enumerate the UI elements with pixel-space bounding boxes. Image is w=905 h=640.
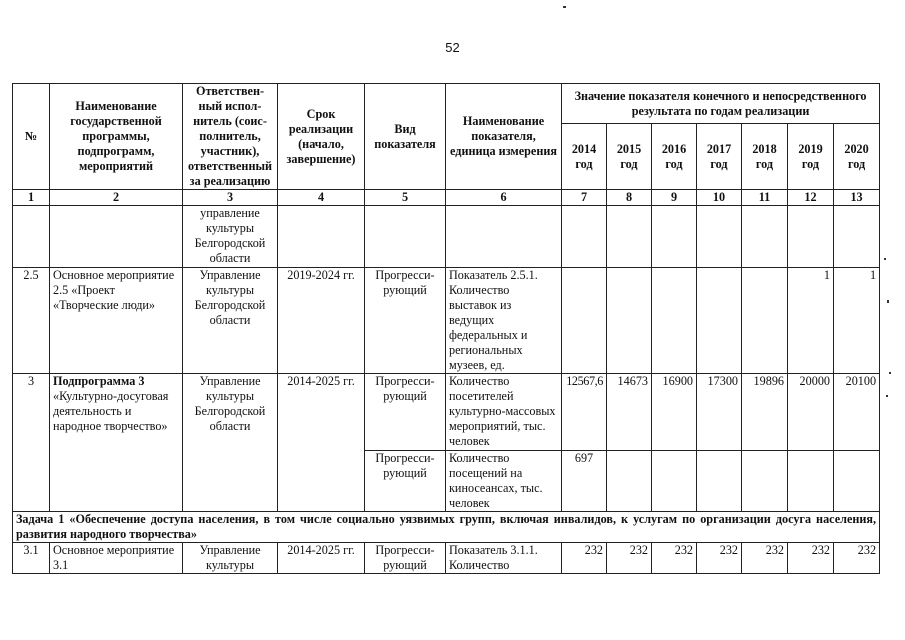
header-number: № (13, 84, 50, 190)
row-number-cell: 2.5 (13, 268, 50, 374)
subprogram-name: «Культурно-досуговая деятельность и народное творчество» (53, 389, 169, 433)
scan-speck (563, 6, 566, 8)
column-number: 9 (652, 190, 697, 206)
row-name-cell: Основное мероприятие 2.5 «Проект «Творческие люди» (50, 268, 183, 374)
value-cell (562, 206, 607, 268)
value-cell: 232 (607, 543, 652, 574)
value-cell: 697 (562, 451, 607, 512)
value-cell (742, 206, 788, 268)
row-type-cell: Прогресси-рующий (365, 268, 446, 374)
header-program-name: Наименование государственной программы, подпрограмм, мероприятий (50, 84, 183, 190)
value-cell: 232 (788, 543, 834, 574)
header-year: 2017 год (697, 124, 742, 190)
scan-speck (886, 395, 888, 397)
column-number: 13 (834, 190, 880, 206)
task-row (13, 512, 880, 543)
header-year: 2016 год (652, 124, 697, 190)
value-cell: 20100 (834, 374, 880, 451)
row-name-cell: Основное мероприятие 3.1 (50, 543, 183, 574)
row-indicator-cell: Количество посещений на киносеансах, тыс. человек (446, 451, 562, 512)
value-cell (742, 268, 788, 374)
row-type-cell: Прогресси-рующий (365, 374, 446, 451)
value-cell (652, 268, 697, 374)
scan-speck (884, 258, 886, 260)
row-indicator-cell: Количество посетителей культурно-массовых мероприятий, тыс. человек (446, 374, 562, 451)
table-row (13, 206, 880, 268)
header-year: 2014 год (562, 124, 607, 190)
value-cell (562, 268, 607, 374)
column-number: 8 (607, 190, 652, 206)
header-period: Срок реализации (начало, завершение) (278, 84, 365, 190)
row-indicator-cell: Показатель 3.1.1. Количество (446, 543, 562, 574)
header-year: 2015 год (607, 124, 652, 190)
table-row (13, 543, 880, 574)
column-number: 1 (13, 190, 50, 206)
scan-speck (887, 300, 889, 303)
value-cell: 1 (834, 268, 880, 374)
value-cell: 1 (788, 268, 834, 374)
value-cell (607, 451, 652, 512)
value-cell: 232 (697, 543, 742, 574)
row-type-cell: Прогресси-рующий (365, 543, 446, 574)
row-type-cell (365, 206, 446, 268)
value-cell: 17300 (697, 374, 742, 451)
header-values-group: Значение показателя конечного и непосредственного результата по годам реализации (562, 84, 880, 124)
row-number-cell (13, 206, 50, 268)
column-number: 4 (278, 190, 365, 206)
row-type-cell: Прогресси-рующий (365, 451, 446, 512)
column-number: 3 (183, 190, 278, 206)
value-cell: 232 (742, 543, 788, 574)
header-indicator-name: Наименование показателя, единица измерения (446, 84, 562, 190)
column-number: 6 (446, 190, 562, 206)
value-cell (607, 206, 652, 268)
row-executor-cell: управление культуры Белгородской области (183, 206, 278, 268)
header-year: 2020 год (834, 124, 880, 190)
column-number: 11 (742, 190, 788, 206)
column-number: 12 (788, 190, 834, 206)
subprogram-title: Подпрограмма 3 (53, 374, 145, 388)
value-cell: 232 (834, 543, 880, 574)
scan-speck (889, 372, 891, 374)
value-cell (697, 268, 742, 374)
table-row (13, 374, 880, 451)
column-number: 7 (562, 190, 607, 206)
column-number: 5 (365, 190, 446, 206)
row-name-cell (50, 374, 183, 512)
row-period-cell: 2019-2024 гг. (278, 268, 365, 374)
row-indicator-cell (446, 206, 562, 268)
value-cell (652, 206, 697, 268)
value-cell (607, 268, 652, 374)
header-indicator-type: Вид показателя (365, 84, 446, 190)
column-number: 10 (697, 190, 742, 206)
row-executor-cell: Управление культуры Белгородской области (183, 268, 278, 374)
row-name-cell (50, 206, 183, 268)
table-header-row (13, 84, 880, 124)
value-cell (834, 451, 880, 512)
value-cell (788, 206, 834, 268)
table-row (13, 268, 880, 374)
value-cell: 19896 (742, 374, 788, 451)
value-cell: 232 (652, 543, 697, 574)
column-numbers-row (13, 190, 880, 206)
column-number: 2 (50, 190, 183, 206)
row-number-cell: 3 (13, 374, 50, 512)
header-year: 2019 год (788, 124, 834, 190)
task-title: Задача 1 «Обеспечение доступа населения, в том числе социально уязвимых групп, включая инвалидов, к услугам по организации досуга населения, развития народного творчества» (13, 512, 880, 543)
row-number-cell: 3.1 (13, 543, 50, 574)
page-number: 52 (445, 40, 460, 55)
value-cell: 232 (562, 543, 607, 574)
value-cell: 20000 (788, 374, 834, 451)
header-executor: Ответствен-ный испол-нитель (соис-полнитель, участник), ответственный за реализацию (183, 84, 278, 190)
header-year: 2018 год (742, 124, 788, 190)
indicators-table (12, 83, 880, 574)
value-cell (652, 451, 697, 512)
value-cell: 16900 (652, 374, 697, 451)
value-cell (834, 206, 880, 268)
row-executor-cell: Управление культуры Белгородской области (183, 374, 278, 512)
row-indicator-cell: Показатель 2.5.1. Количество выставок из ведущих федеральных и региональных музеев, ед. (446, 268, 562, 374)
row-period-cell: 2014-2025 гг. (278, 543, 365, 574)
value-cell (788, 451, 834, 512)
value-cell (697, 451, 742, 512)
row-period-cell (278, 206, 365, 268)
row-period-cell: 2014-2025 гг. (278, 374, 365, 512)
value-cell: 14673 (607, 374, 652, 451)
row-executor-cell: Управление культуры (183, 543, 278, 574)
value-cell (742, 451, 788, 512)
value-cell (697, 206, 742, 268)
value-cell: 12567,6 (562, 374, 607, 451)
